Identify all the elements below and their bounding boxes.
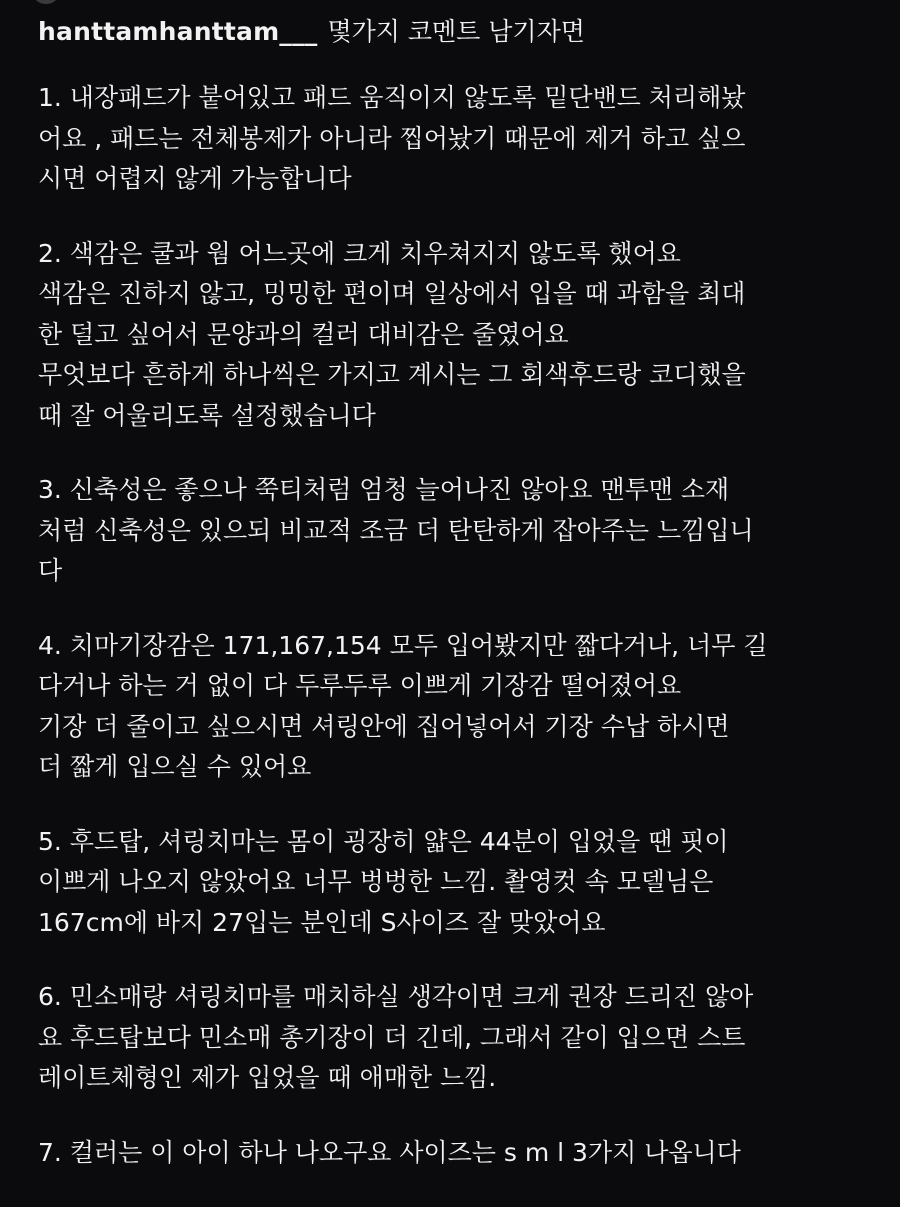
text-line: 때 잘 어울리도록 설정했습니다 [38,400,376,430]
avatar[interactable] [34,0,58,4]
text-line: 다거나 하는 거 없이 다 두루두루 이쁘게 기장감 떨어졌어요 [38,671,682,700]
text-line: 레이트체형인 제가 입었을 때 애매한 느낌. [38,1063,497,1092]
text-line: 4. 치마기장감은 171,167,154 모두 입어봤지만 짧다거나, 너무 길 [38,630,768,660]
text-line: 2. 색감은 쿨과 웜 어느곳에 크게 치우쳐지지 않도록 했어요 [38,238,681,268]
text-line: 기장 더 줄이고 싶으시면 셔링안에 집어넣어서 기장 수납 하시면 [38,711,730,741]
text-line: 처럼 신축성은 있으되 비교적 조금 더 탄탄하게 잡아주는 느낌입니 [38,515,754,545]
comment-header [38,12,868,52]
text-line: 시면 어렵지 않게 가능합니다 [38,164,352,193]
username[interactable]: hanttamhanttam___ [38,17,318,46]
paragraph-5 [38,822,868,944]
paragraph-2 [38,234,868,437]
text-line: 한 덜고 싶어서 문양과의 컬러 대비감은 줄였어요 [38,319,569,349]
text-line: 요 후드탑보다 민소매 총기장이 더 긴데, 그래서 같이 입으면 스트 [38,1022,746,1052]
text-line: 이쁘게 나오지 않았어요 너무 벙벙한 느낌. 촬영컷 속 모델님은 [38,867,714,896]
text-line: 5. 후드탑, 셔링치마는 몸이 굉장히 얇은 44분이 입었을 땐 핏이 [38,826,729,856]
text-line: 1. 내장패드가 붙어있고 패드 움직이지 않도록 밑단밴드 처리해놨 [38,83,746,112]
text-line: 7. 컬러는 이 아이 하나 나오구요 사이즈는 s m l 3가지 나옵니다 [38,1137,741,1167]
text-line: 더 짧게 입으실 수 있어요 [38,752,312,781]
text-line: 색감은 진하지 않고, 밍밍한 편이며 일상에서 입을 때 과함을 최대 [38,279,746,308]
text-line: 다 [38,556,63,585]
paragraph-6 [38,977,868,1099]
text-line: 무엇보다 흔하게 하나씩은 가지고 계시는 그 회색후드랑 코디했을 [38,360,746,389]
comment-post [38,12,868,1207]
text-line: 6. 민소매랑 셔링치마를 매치하실 생각이면 크게 권장 드리진 않아 [38,982,754,1011]
text-line: 3. 신축성은 좋으나 쭉티처럼 엄청 늘어나진 않아요 맨투맨 소재 [38,475,730,504]
paragraph-3 [38,470,868,592]
text-line: 167cm에 바지 27입는 분인데 S사이즈 잘 맞았어요 [38,907,606,937]
paragraph-7 [38,1133,868,1174]
comment-intro: 몇가지 코멘트 남기자면 [327,17,585,46]
text-line: 어요 , 패드는 전체봉제가 아니라 찝어놨기 때문에 제거 하고 싶으 [38,123,746,153]
paragraph-4 [38,626,868,788]
paragraph-1 [38,78,868,200]
